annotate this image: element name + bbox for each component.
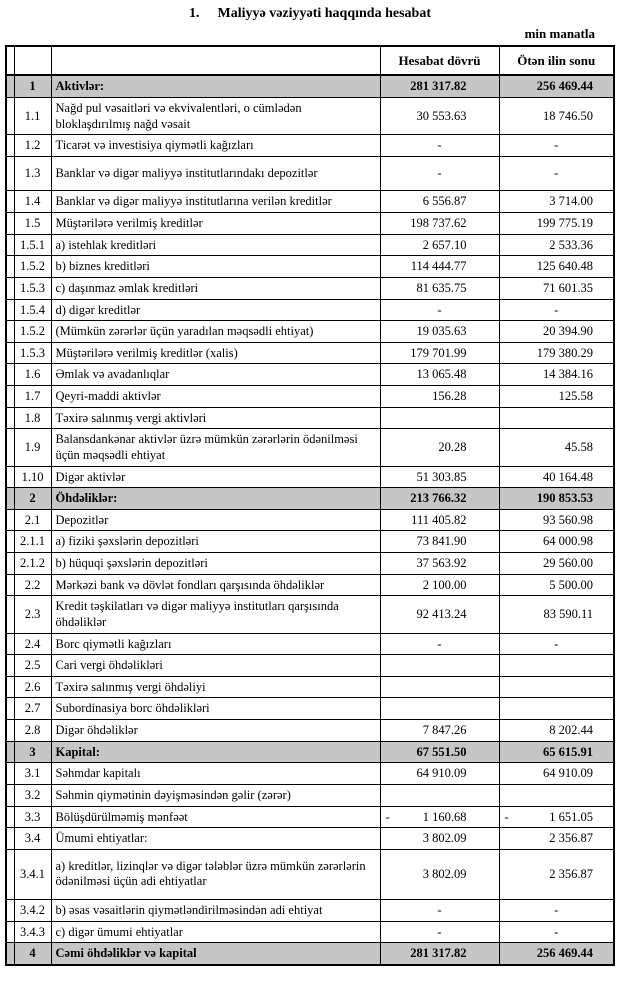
code-cell: 2.7 (14, 698, 51, 720)
value-current-cell (380, 531, 499, 553)
value-text: 64 910.09 (416, 766, 467, 781)
table-row-1.2 (6, 135, 614, 157)
value-previous-cell (499, 364, 614, 386)
value-current-cell (380, 342, 499, 364)
spacer-cell (6, 900, 14, 922)
spacer-cell (6, 806, 14, 828)
table-row-1.3 (6, 156, 614, 191)
code-cell: 1.5.1 (14, 234, 51, 256)
code-cell: 1.2 (14, 135, 51, 157)
code-cell: 3.4.2 (14, 900, 51, 922)
value-current-cell (380, 741, 499, 763)
code-cell: 1.5 (14, 213, 51, 235)
value-previous-cell (499, 574, 614, 596)
value-text: 198 737.62 (410, 216, 467, 230)
name-cell: Cəmi öhdəliklər və kapital (51, 943, 380, 965)
name-cell: Səhmdar kapitalı (51, 763, 380, 785)
name-cell: Kredit təşkilatları və digər maliyyə institutları qarşısında öhdəliklər (51, 596, 380, 633)
spacer-cell (6, 553, 14, 575)
spacer-cell (6, 531, 14, 553)
value-text: 2 100.00 (422, 577, 467, 592)
value-text: 2 657.10 (422, 237, 467, 252)
table-row-3.4 (6, 828, 614, 850)
value-previous-cell (499, 97, 614, 134)
table-row-2.5 (6, 655, 614, 677)
code-cell: 1.5.4 (14, 299, 51, 321)
value-text: 111 405.82 (411, 512, 467, 527)
name-cell: Səhmin qiymətinin dəyişməsindən gəlir (zərər) (51, 784, 380, 806)
value-text: 51 303.85 (416, 469, 467, 484)
code-cell: 1.5.2 (14, 256, 51, 278)
table-row-3.1 (6, 763, 614, 785)
table-body (6, 75, 614, 965)
value-current-cell (380, 321, 499, 343)
table-row-1.5.4 (6, 299, 614, 321)
spacer-cell (6, 156, 14, 191)
spacer-cell (6, 596, 14, 633)
spacer-cell (6, 213, 14, 235)
code-cell: 1.10 (14, 466, 51, 488)
value-text: 1 651.05 (549, 809, 593, 824)
code-cell: 2.1.2 (14, 553, 51, 575)
value-previous-cell (499, 828, 614, 850)
value-previous-cell (499, 806, 614, 828)
header-previous-period: Ötən ilin sonu (499, 46, 614, 75)
value-text: 7 847.26 (422, 723, 467, 737)
value-text: 30 553.63 (416, 108, 467, 123)
name-cell: a) fiziki şəxslərin depozitləri (51, 531, 380, 553)
code-cell: 2.3 (14, 596, 51, 633)
name-cell: Borc qiymətli kağızları (51, 633, 380, 655)
value-current-cell (380, 943, 499, 965)
value-current-cell (380, 407, 499, 429)
value-previous-cell (499, 321, 614, 343)
spacer-cell (6, 676, 14, 698)
value-previous-cell (499, 466, 614, 488)
name-cell: Banklar və digər maliyyə institutlarındakı depozitlər (51, 156, 380, 191)
name-cell: b) hüquqi şəxslərin depozitləri (51, 553, 380, 575)
value-text: 1 160.68 (422, 809, 467, 824)
spacer-cell (6, 574, 14, 596)
code-cell: 1.8 (14, 407, 51, 429)
code-cell: 1 (14, 75, 51, 97)
spacer-cell (6, 386, 14, 408)
value-text: 20.28 (438, 440, 467, 455)
value-text: 73 841.90 (416, 534, 467, 549)
value-text: 65 615.91 (543, 744, 593, 759)
name-cell: Təxirə salınmış vergi öhdəliyi (51, 676, 380, 698)
spacer-cell (6, 655, 14, 677)
name-cell: Banklar və digər maliyyə institutlarına verilən kreditlər (51, 191, 380, 213)
value-current-cell (380, 191, 499, 213)
spacer-cell (6, 466, 14, 488)
value-previous-cell (499, 234, 614, 256)
name-cell: c) daşınmaz əmlak kreditləri (51, 277, 380, 299)
value-current-cell (380, 698, 499, 720)
value-previous-cell (499, 720, 614, 742)
value-current-cell (380, 488, 499, 510)
spacer-cell (6, 299, 14, 321)
code-cell: 3.4 (14, 828, 51, 850)
name-cell: Digər aktivlər (51, 466, 380, 488)
name-cell: d) digər kreditlər (51, 299, 380, 321)
code-cell: 1.5.3 (14, 342, 51, 364)
code-cell: 3 (14, 741, 51, 763)
spacer-cell (6, 633, 14, 655)
spacer-cell (6, 75, 14, 97)
name-cell: Cari vergi öhdəlikləri (51, 655, 380, 677)
spacer-cell (6, 509, 14, 531)
code-cell: 1.5.2 (14, 321, 51, 343)
value-text: 256 469.44 (536, 79, 593, 94)
name-cell: Ümumi ehtiyatlar: (51, 828, 380, 850)
value-current-cell (380, 75, 499, 97)
header-code-cell (14, 46, 51, 75)
value-text: 13 065.48 (416, 367, 467, 382)
table-row-1.5 (6, 213, 614, 235)
value-text: 179 701.99 (410, 345, 467, 360)
spacer-cell (6, 720, 14, 742)
value-current-cell (380, 784, 499, 806)
table-row-1.6 (6, 364, 614, 386)
value-text: 8 202.44 (549, 723, 593, 737)
code-cell: 1.6 (14, 364, 51, 386)
table-row-2.1 (6, 509, 614, 531)
value-current-cell (380, 553, 499, 575)
value-previous-cell (499, 943, 614, 965)
value-previous-cell (499, 784, 614, 806)
spacer-cell (6, 191, 14, 213)
value-text: 67 551.50 (416, 744, 467, 759)
name-cell: Aktivlər: (51, 75, 380, 97)
unit-note: min manatla (524, 26, 595, 41)
name-cell: a) kreditlər, lizinqlər və digər tələblər üzrə mümkün zərərlərin ödənilməsi üçün adi ehtiyatlar (51, 849, 380, 899)
value-previous-cell: - (499, 135, 614, 157)
value-current-cell (380, 763, 499, 785)
table-row-3.3 (6, 806, 614, 828)
spacer-cell (6, 849, 14, 899)
code-cell: 2.1.1 (14, 531, 51, 553)
value-text: 18 746.50 (543, 108, 593, 123)
value-previous-cell (499, 213, 614, 235)
name-cell: Qeyri-maddi aktivlər (51, 386, 380, 408)
value-current-cell: - (380, 299, 499, 321)
code-cell: 3.4.1 (14, 849, 51, 899)
value-current-cell (380, 466, 499, 488)
name-cell: Müştərilərə verilmiş kreditlər (xalis) (51, 342, 380, 364)
code-cell: 2 (14, 488, 51, 510)
spacer-cell (6, 364, 14, 386)
code-cell: 3.2 (14, 784, 51, 806)
table-row-1.7 (6, 386, 614, 408)
value-text: 125.58 (558, 389, 593, 403)
code-cell: 2.4 (14, 633, 51, 655)
name-cell: (Mümkün zərərlər üçün yaradılan məqsədli ehtiyat) (51, 321, 380, 343)
spacer-cell (6, 763, 14, 785)
name-cell: Subordinasiya borc öhdəlikləri (51, 698, 380, 720)
value-previous-cell (499, 342, 614, 364)
value-previous-cell (499, 698, 614, 720)
negative-sign: - (504, 809, 509, 824)
spacer-cell (6, 277, 14, 299)
spacer-cell (6, 407, 14, 429)
section-row-3 (6, 741, 614, 763)
name-cell: Bölüşdürülməmiş mənfəət (51, 806, 380, 828)
code-cell: 2.8 (14, 720, 51, 742)
table-row-1.4 (6, 191, 614, 213)
value-text: 213 766.32 (410, 491, 467, 506)
value-previous-cell: - (499, 921, 614, 943)
table-row-3.4.1 (6, 849, 614, 899)
table-row-2.2 (6, 574, 614, 596)
value-previous-cell (499, 488, 614, 510)
spacer-cell (6, 784, 14, 806)
code-cell: 3.4.3 (14, 921, 51, 943)
value-previous-cell: - (499, 633, 614, 655)
value-current-cell (380, 213, 499, 235)
value-previous-cell: - (499, 299, 614, 321)
code-cell: 1.7 (14, 386, 51, 408)
code-cell: 2.5 (14, 655, 51, 677)
code-cell: 3.3 (14, 806, 51, 828)
name-cell: Kapital: (51, 741, 380, 763)
table-row-2.3 (6, 596, 614, 633)
spacer-cell (6, 921, 14, 943)
value-text: 2 533.36 (549, 237, 593, 252)
table-row-1.10 (6, 466, 614, 488)
value-previous-cell (499, 75, 614, 97)
value-current-cell (380, 596, 499, 633)
table-row-1.5.2 (6, 321, 614, 343)
value-previous-cell (499, 256, 614, 278)
table-row-2.1.2 (6, 553, 614, 575)
name-cell: a) istehlak kreditləri (51, 234, 380, 256)
value-current-cell: - (380, 156, 499, 191)
code-cell: 1.3 (14, 156, 51, 191)
value-previous-cell (499, 277, 614, 299)
header-spacer-cell (6, 46, 14, 75)
value-current-cell: - (380, 900, 499, 922)
value-current-cell (380, 277, 499, 299)
value-current-cell (380, 234, 499, 256)
value-text: 29 560.00 (543, 556, 593, 570)
code-cell: 1.9 (14, 429, 51, 466)
table-row-1.1 (6, 97, 614, 134)
value-current-cell (380, 429, 499, 466)
code-cell: 2.1 (14, 509, 51, 531)
name-cell: Öhdəliklər: (51, 488, 380, 510)
header-current-period: Hesabat dövrü (380, 46, 499, 75)
section-row-1 (6, 75, 614, 97)
spacer-cell (6, 741, 14, 763)
value-text: 20 394.90 (543, 324, 593, 339)
value-text: 14 384.16 (543, 367, 593, 382)
table-row-2.4 (6, 633, 614, 655)
value-previous-cell: - (499, 900, 614, 922)
name-cell: Ticarət və investisiya qiymətli kağızları (51, 135, 380, 157)
value-previous-cell (499, 429, 614, 466)
value-current-cell (380, 509, 499, 531)
section-row-4 (6, 943, 614, 965)
spacer-cell (6, 488, 14, 510)
name-cell: Balansdankənar aktivlər üzrə mümkün zərərlərin ödənilməsi üçün məqsədli ehtiyat (51, 429, 380, 466)
value-current-cell (380, 364, 499, 386)
value-text: 64 910.09 (543, 766, 593, 781)
value-text: 6 556.87 (422, 194, 467, 209)
value-current-cell (380, 655, 499, 677)
report-number: 1. (188, 6, 200, 21)
value-text: 256 469.44 (536, 946, 593, 961)
value-text: 2 356.87 (549, 866, 593, 881)
value-text: 64 000.98 (543, 534, 593, 549)
value-current-cell (380, 828, 499, 850)
value-text: 114 444.77 (410, 259, 467, 274)
header-row (6, 46, 614, 75)
value-previous-cell (499, 553, 614, 575)
section-row-2 (6, 488, 614, 510)
value-text: 190 853.53 (536, 491, 593, 506)
table-row-1.5.3 (6, 277, 614, 299)
table-row-2.7 (6, 698, 614, 720)
value-text: 125 640.48 (536, 259, 593, 274)
name-cell: Nağd pul vəsaitləri və ekvivalentləri, o cümlədən bloklaşdırılmış nağd vəsait (51, 97, 380, 134)
value-text: 3 802.09 (422, 831, 467, 846)
value-text: 281 317.82 (410, 946, 467, 961)
name-cell: b) əsas vəsaitlərin qiymətləndirilməsindən adi ehtiyat (51, 900, 380, 922)
table-row-1.5.2 (6, 256, 614, 278)
value-previous-cell (499, 407, 614, 429)
value-current-cell: - (380, 633, 499, 655)
table-row-3.4.3 (6, 921, 614, 943)
code-cell: 2.6 (14, 676, 51, 698)
value-text: 156.28 (432, 389, 467, 403)
table-row-3.4.2 (6, 900, 614, 922)
table-row-2.1.1 (6, 531, 614, 553)
value-previous-cell (499, 763, 614, 785)
value-previous-cell (499, 509, 614, 531)
table-row-1.8 (6, 407, 614, 429)
spacer-cell (6, 234, 14, 256)
value-previous-cell: - (499, 156, 614, 191)
value-text: 2 356.87 (549, 831, 593, 846)
value-text: 40 164.48 (543, 469, 593, 484)
spacer-cell (6, 429, 14, 466)
value-previous-cell (499, 655, 614, 677)
name-cell: Digər öhdəliklər (51, 720, 380, 742)
value-previous-cell (499, 741, 614, 763)
value-text: 45.58 (564, 440, 593, 455)
header-name-cell (51, 46, 380, 75)
value-previous-cell (499, 386, 614, 408)
value-text: 5 500.00 (549, 577, 593, 592)
value-current-cell (380, 720, 499, 742)
value-text: 37 563.92 (416, 556, 467, 570)
report-title-text: Maliyyə vəziyyəti haqqında hesabat (217, 6, 431, 21)
code-cell: 3.1 (14, 763, 51, 785)
value-current-cell (380, 806, 499, 828)
value-current-cell: - (380, 135, 499, 157)
value-text: 83 590.11 (543, 607, 593, 622)
value-current-cell (380, 676, 499, 698)
value-current-cell (380, 386, 499, 408)
name-cell: c) digər ümumi ehtiyatlar (51, 921, 380, 943)
spacer-cell (6, 256, 14, 278)
financial-position-table (5, 45, 615, 966)
code-cell: 2.2 (14, 574, 51, 596)
value-current-cell (380, 849, 499, 899)
name-cell: Müştərilərə verilmiş kreditlər (51, 213, 380, 235)
table-row-1.5.3 (6, 342, 614, 364)
page-title (5, 4, 615, 25)
table-row-2.6 (6, 676, 614, 698)
code-cell: 1.5.3 (14, 277, 51, 299)
negative-sign: - (385, 809, 390, 824)
value-text: 71 601.35 (543, 280, 593, 295)
value-text: 3 802.09 (422, 866, 467, 881)
value-text: 3 714.00 (549, 194, 593, 209)
name-cell: b) biznes kreditləri (51, 256, 380, 278)
value-text: 199 775.19 (536, 216, 593, 230)
table-row-1.9 (6, 429, 614, 466)
name-cell: Təxirə salınmış vergi aktivləri (51, 407, 380, 429)
spacer-cell (6, 828, 14, 850)
value-current-cell (380, 97, 499, 134)
table-row-3.2 (6, 784, 614, 806)
name-cell: Depozitlər (51, 509, 380, 531)
value-previous-cell (499, 676, 614, 698)
spacer-cell (6, 135, 14, 157)
value-text: 81 635.75 (416, 280, 467, 295)
value-text: 179 380.29 (536, 345, 593, 360)
code-cell: 4 (14, 943, 51, 965)
value-current-cell (380, 256, 499, 278)
spacer-cell (6, 943, 14, 965)
code-cell: 1.4 (14, 191, 51, 213)
table-row-1.5.1 (6, 234, 614, 256)
spacer-cell (6, 321, 14, 343)
value-previous-cell (499, 596, 614, 633)
spacer-cell (6, 342, 14, 364)
table-row-2.8 (6, 720, 614, 742)
value-text: 92 413.24 (416, 607, 467, 622)
value-text: 19 035.63 (416, 324, 467, 339)
value-previous-cell (499, 191, 614, 213)
code-cell: 1.1 (14, 97, 51, 134)
value-previous-cell (499, 849, 614, 899)
value-current-cell (380, 574, 499, 596)
value-text: 93 560.98 (543, 512, 593, 527)
name-cell: Mərkəzi bank və dövlət fondları qarşısında öhdəliklər (51, 574, 380, 596)
value-text: 281 317.82 (410, 79, 467, 94)
value-current-cell: - (380, 921, 499, 943)
value-previous-cell (499, 531, 614, 553)
spacer-cell (6, 97, 14, 134)
spacer-cell (6, 698, 14, 720)
name-cell: Əmlak və avadanlıqlar (51, 364, 380, 386)
